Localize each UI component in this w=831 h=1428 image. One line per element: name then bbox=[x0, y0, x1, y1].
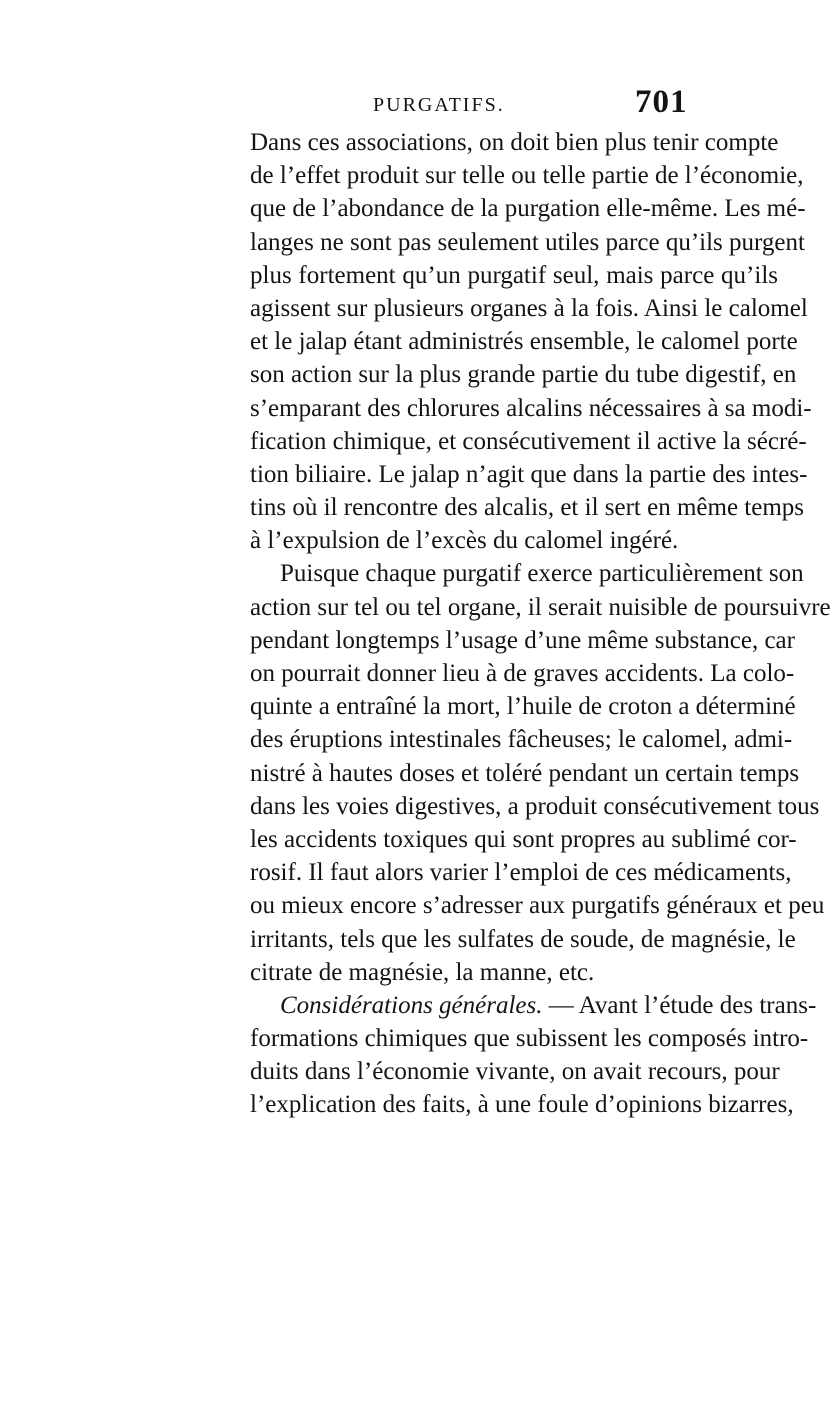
text-line: tins où il rencontre des alcalis, et il sert en même temps bbox=[250, 494, 805, 522]
text-line: agissent sur plusieurs organes à la fois. Ainsi le calomel bbox=[250, 294, 808, 322]
running-title: PURGATIFS. bbox=[373, 94, 505, 116]
text-line: des éruptions intestinales fâcheuses; le calomel, admi- bbox=[250, 726, 793, 754]
text-line bbox=[250, 989, 817, 1022]
text-line: l’explication des faits, à une foule d’opinions bizarres, bbox=[250, 1091, 794, 1119]
text-line: rosif. Il faut alors varier l’emploi de ces médicaments, bbox=[250, 859, 792, 887]
heading-continuation: — Avant l’étude des trans- bbox=[542, 991, 817, 1019]
text-line: son action sur la plus grande partie du tube digestif, en bbox=[250, 361, 797, 389]
text-line: dans les voies digestives, a produit consécutivement tous bbox=[250, 792, 820, 820]
paragraph-purgatif bbox=[250, 557, 831, 988]
text-line: duits dans l’économie vivante, on avait recours, pour bbox=[250, 1058, 780, 1086]
text-line: et le jalap étant administrés ensemble, le calomel porte bbox=[250, 328, 798, 356]
text-line: formations chimiques que subissent les composés intro- bbox=[250, 1025, 809, 1053]
running-header bbox=[250, 84, 778, 124]
text-line: quinte a entraîné la mort, l’huile de croton a déterminé bbox=[250, 693, 796, 721]
text-line: ou mieux encore s’adresser aux purgatifs généraux et peu bbox=[250, 892, 825, 920]
text-line: Puisque chaque purgatif exerce particulièrement son bbox=[280, 560, 804, 588]
body-text bbox=[250, 126, 831, 1122]
text-line: langes ne sont pas seulement utiles parce qu’ils purgent bbox=[250, 228, 805, 256]
text-line: à l’expulsion de l’excès du calomel ingéré. bbox=[250, 527, 679, 555]
section-heading: Considérations générales. bbox=[280, 991, 543, 1019]
text-line: Dans ces associations, on doit bien plus tenir compte bbox=[250, 129, 779, 156]
text-line: que de l’abondance de la purgation elle-même. Les mé- bbox=[250, 195, 806, 223]
text-line: pendant longtemps l’usage d’une même substance, car bbox=[250, 626, 795, 654]
text-line: plus fortement qu’un purgatif seul, mais parce qu’ils bbox=[250, 261, 778, 289]
text-line: les accidents toxiques qui sont propres au sublimé cor- bbox=[250, 825, 797, 853]
paragraph-associations bbox=[250, 126, 812, 557]
page-number: 701 bbox=[635, 84, 688, 120]
text-line: nistré à hautes doses et toléré pendant un certain temps bbox=[250, 759, 800, 787]
text-line: tion biliaire. Le jalap n’agit que dans la partie des intes- bbox=[250, 460, 808, 488]
paragraph-considerations bbox=[250, 989, 817, 1122]
text-line: s’emparant des chlorures alcalins nécessaires à sa modi- bbox=[250, 394, 812, 422]
text-line: fication chimique, et consécutivement il active la sécré- bbox=[250, 427, 807, 455]
text-line: de l’effet produit sur telle ou telle partie de l’économie, bbox=[250, 162, 804, 190]
text-line: action sur tel ou tel organe, il serait nuisible de poursuivre bbox=[250, 593, 831, 621]
text-line: citrate de magnésie, la manne, etc. bbox=[250, 958, 595, 986]
text-line: on pourrait donner lieu à de graves accidents. La colo- bbox=[250, 660, 795, 687]
text-line: irritants, tels que les sulfates de soude, de magnésie, le bbox=[250, 925, 796, 953]
